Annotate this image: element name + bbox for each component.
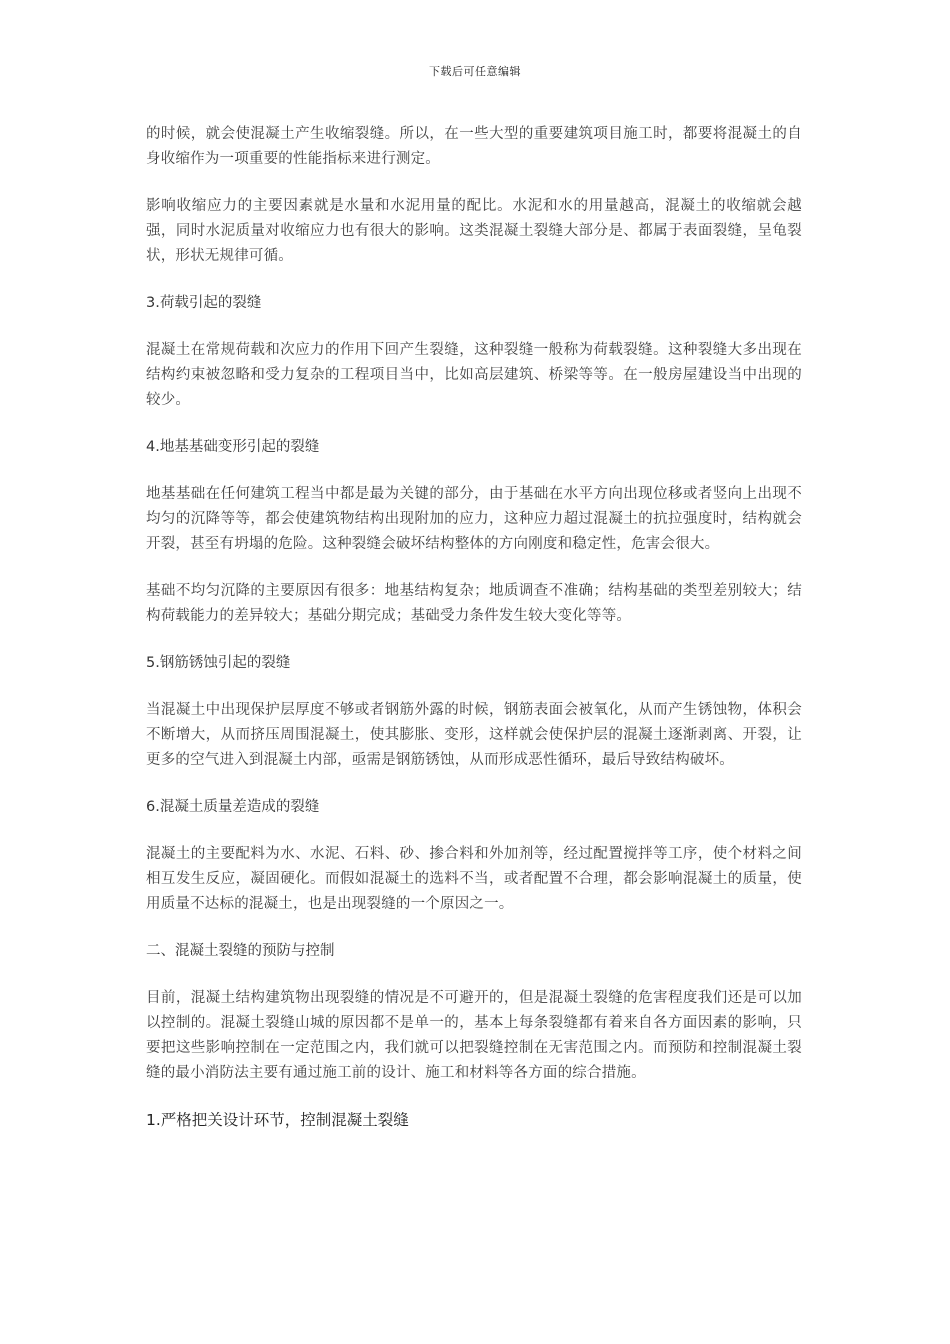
section-heading: 5.钢筋锈蚀引起的裂缝 (146, 655, 291, 671)
document-body (146, 122, 802, 1155)
page-header: 下载后可任意编辑 (429, 65, 521, 78)
subsection-heading: 1.严格把关设计环节，控制混凝土裂缝 (146, 1111, 409, 1129)
paragraph: 的时候，就会使混凝土产生收缩裂缝。所以，在一些大型的重要建筑项目施工时，都要将混凝土的自身收缩作为一项重要的性能指标来进行测定。 (146, 126, 802, 167)
section-heading: 3.荷载引起的裂缝 (146, 295, 262, 311)
section-heading: 6.混凝土质量差造成的裂缝 (146, 799, 320, 815)
paragraph: 影响收缩应力的主要因素就是水量和水泥用量的配比。水泥和水的用量越高，混凝土的收缩就会越强，同时水泥质量对收缩应力也有很大的影响。这类混凝土裂缝大部分是、都属于表面裂缝，呈龟裂状，形状无规律可循。 (146, 198, 802, 264)
section-heading: 4.地基基础变形引起的裂缝 (146, 439, 320, 455)
paragraph: 目前，混凝土结构建筑物出现裂缝的情况是不可避开的，但是混凝土裂缝的危害程度我们还是可以加以控制的。混凝土裂缝山城的原因都不是单一的，基本上每条裂缝都有着来自各方面因素的影响，只要把这些影响控制在一定范围之内，我们就可以把裂缝控制在无害范围之内。而预防和控制混凝土裂缝的最小消防法主要有通过施工前的设计、施工和材料等各方面的综合措施。 (146, 990, 802, 1081)
paragraph: 当混凝土中出现保护层厚度不够或者钢筋外露的时候，钢筋表面会被氧化，从而产生锈蚀物，体积会不断增大，从而挤压周围混凝土，使其膨胀、变形，这样就会使保护层的混凝土逐渐剥离、开裂，让更多的空气进入到混凝土内部，亟需是钢筋锈蚀，从而形成恶性循环，最后导致结构破坏。 (146, 702, 802, 768)
paragraph: 混凝土的主要配料为水、水泥、石料、砂、掺合料和外加剂等，经过配置搅拌等工序，使个材料之间相互发生反应，凝固硬化。而假如混凝土的选料不当，或者配置不合理，都会影响混凝土的质量，使用质量不达标的混凝土，也是出现裂缝的一个原因之一。 (146, 846, 802, 912)
paragraph: 基础不均匀沉降的主要原因有很多：地基结构复杂；地质调查不准确；结构基础的类型差别较大；结构荷载能力的差异较大；基础分期完成；基础受力条件发生较大变化等等。 (146, 583, 802, 624)
chapter-heading: 二、混凝土裂缝的预防与控制 (146, 943, 335, 959)
paragraph: 地基基础在任何建筑工程当中都是最为关键的部分，由于基础在水平方向出现位移或者竖向上出现不均匀的沉降等等，都会使建筑物结构出现附加的应力，这种应力超过混凝土的抗拉强度时，结构就会开裂，甚至有坍塌的危险。这种裂缝会破坏结构整体的方向刚度和稳定性，危害会很大。 (146, 486, 802, 552)
paragraph: 混凝土在常规荷载和次应力的作用下回产生裂缝，这种裂缝一般称为荷载裂缝。这种裂缝大多出现在结构约束被忽略和受力复杂的工程项目当中，比如高层建筑、桥梁等等。在一般房屋建设当中出现的较少。 (146, 342, 802, 408)
